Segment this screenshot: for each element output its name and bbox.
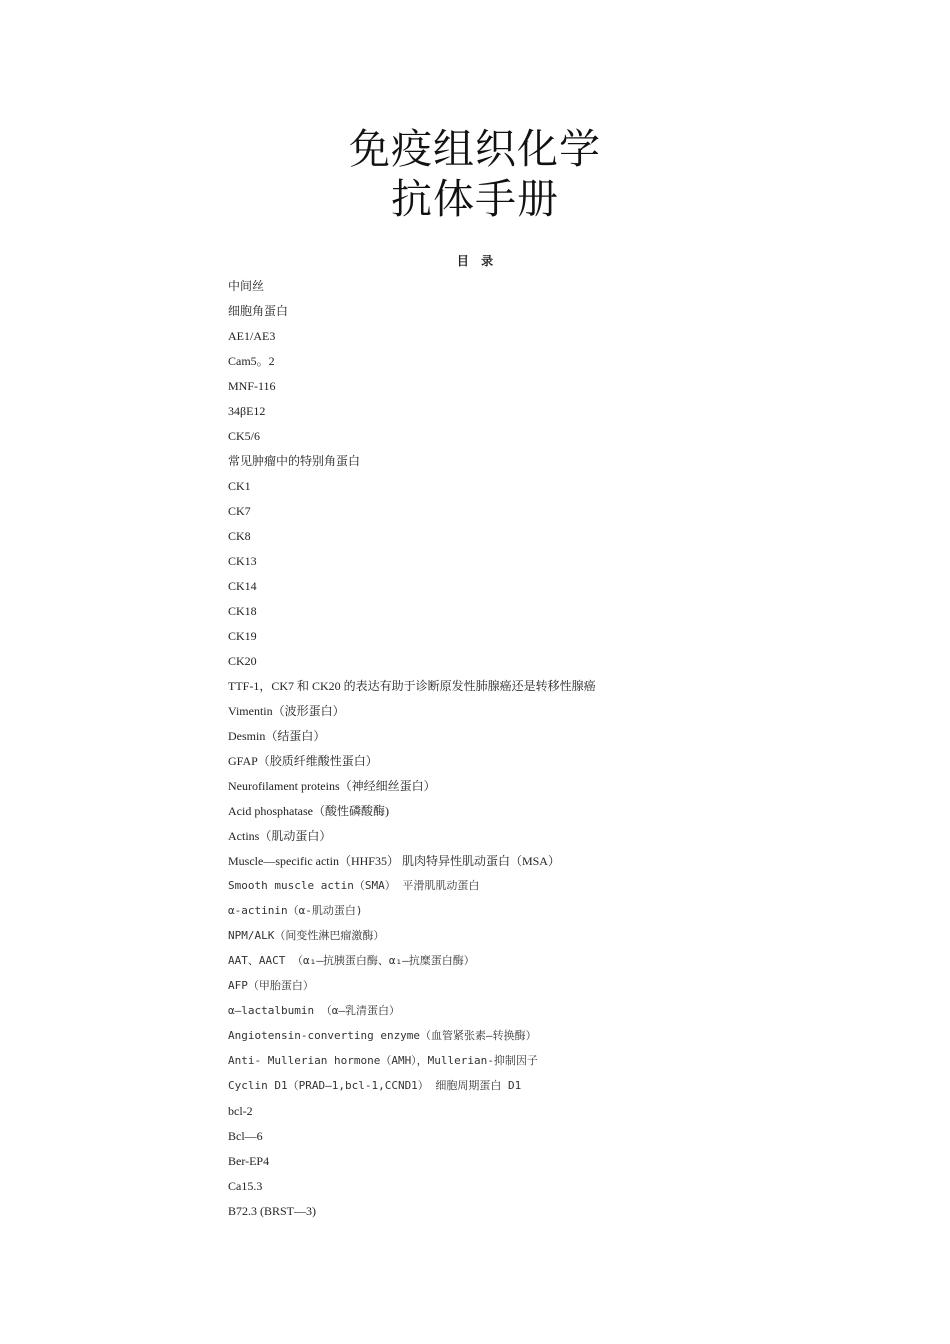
title-line-1: 免疫组织化学 bbox=[349, 125, 601, 173]
toc-entry[interactable]: NPM/ALK（间变性淋巴瘤激酶） bbox=[228, 929, 385, 942]
toc-entry[interactable]: AFP（甲胎蛋白） bbox=[228, 979, 314, 992]
toc-heading: 目 录 bbox=[456, 254, 494, 268]
toc-entry[interactable]: Ber-EP4 bbox=[228, 1154, 270, 1168]
title-line-2: 抗体手册 bbox=[391, 175, 559, 223]
toc-entry[interactable]: Bcl—6 bbox=[228, 1129, 263, 1143]
toc-entry[interactable]: AE1/AE3 bbox=[228, 329, 276, 343]
toc-entry[interactable]: Actins（肌动蛋白） bbox=[228, 829, 332, 843]
toc-entry[interactable]: CK14 bbox=[228, 579, 257, 593]
toc-entry[interactable]: 34βE12 bbox=[228, 404, 266, 418]
toc-entry[interactable]: CK13 bbox=[228, 554, 257, 568]
toc-entry[interactable]: CK1 bbox=[228, 479, 251, 493]
toc-entry[interactable]: CK20 bbox=[228, 654, 257, 668]
toc-entry[interactable]: Vimentin（波形蛋白） bbox=[228, 704, 345, 718]
toc-entry[interactable]: Desmin（结蛋白） bbox=[228, 729, 326, 743]
toc-entry[interactable]: CK8 bbox=[228, 529, 251, 543]
toc-entry[interactable]: CK18 bbox=[228, 604, 257, 618]
toc-entry[interactable]: Anti- Mullerian hormone（AMH），Mullerian-抑制因子 bbox=[228, 1054, 538, 1067]
toc-entry[interactable]: 细胞角蛋白 bbox=[228, 304, 289, 318]
toc-entry[interactable]: 中间丝 bbox=[228, 279, 265, 293]
toc-entry[interactable]: Ca15.3 bbox=[228, 1179, 263, 1193]
toc-entry[interactable]: Cam5。2 bbox=[228, 354, 275, 368]
toc-entry[interactable]: B72.3 (BRST—3) bbox=[228, 1204, 317, 1218]
document-title bbox=[0, 124, 950, 224]
toc-entry[interactable]: α-actinin（α-肌动蛋白) bbox=[228, 904, 363, 917]
toc-entry[interactable]: α—lactalbumin （α—乳清蛋白） bbox=[228, 1004, 400, 1017]
toc-entry[interactable]: Cyclin D1（PRAD—1,bcl-1,CCND1） 细胞周期蛋白 D1 bbox=[228, 1079, 522, 1092]
toc-entry[interactable]: CK5/6 bbox=[228, 429, 261, 443]
toc-entry[interactable]: TTF-1，CK7 和 CK20 的表达有助于诊断原发性肺腺癌还是转移性腺癌 bbox=[228, 679, 596, 693]
table-of-contents bbox=[228, 276, 828, 1226]
toc-entry[interactable]: Smooth muscle actin（SMA） 平滑肌肌动蛋白 bbox=[228, 879, 480, 892]
toc-entry[interactable]: CK7 bbox=[228, 504, 251, 518]
toc-entry[interactable]: CK19 bbox=[228, 629, 257, 643]
toc-entry[interactable]: Neurofilament proteins（神经细丝蛋白） bbox=[228, 779, 436, 793]
toc-entry[interactable]: Angiotensin-converting enzyme（血管紧张素—转换酶） bbox=[228, 1029, 537, 1042]
toc-entry[interactable]: bcl-2 bbox=[228, 1104, 253, 1118]
toc-entry[interactable]: Acid phosphatase（酸性磷酸酶) bbox=[228, 804, 389, 818]
toc-entry[interactable]: AAT、AACT （α₁—抗胰蛋白酶、α₁–抗糜蛋白酶） bbox=[228, 954, 475, 967]
toc-entry[interactable]: 常见肿瘤中的特别角蛋白 bbox=[228, 454, 361, 468]
toc-entry[interactable]: GFAP（胶质纤维酸性蛋白） bbox=[228, 754, 378, 768]
toc-entry[interactable]: MNF-116 bbox=[228, 379, 276, 393]
toc-entry[interactable]: Muscle—specific actin（HHF35） 肌肉特异性肌动蛋白（MSA） bbox=[228, 854, 560, 868]
